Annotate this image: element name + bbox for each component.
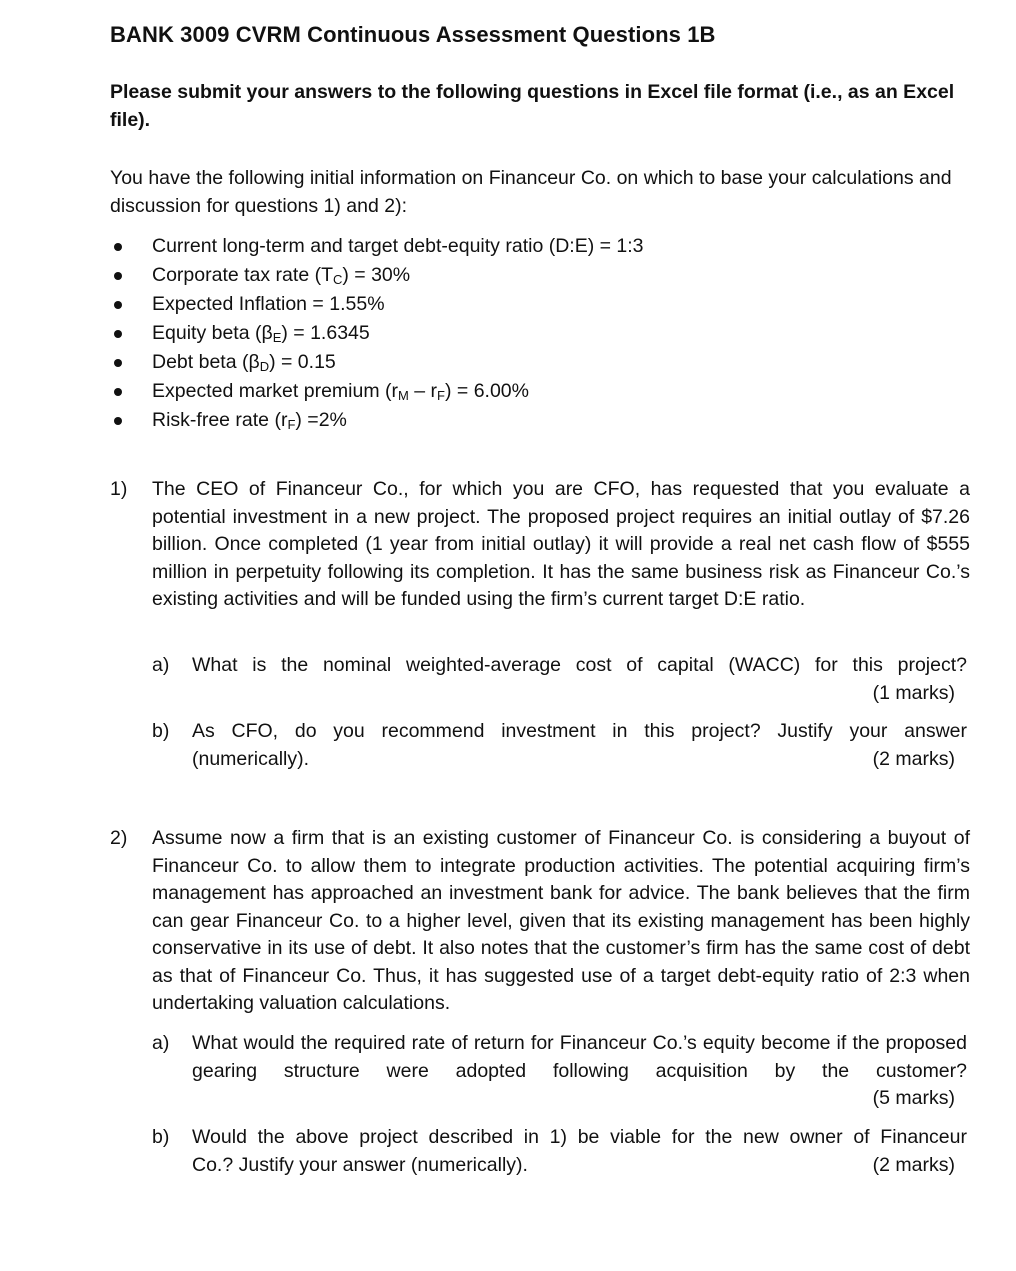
subscript: D — [259, 359, 270, 374]
question-2 — [110, 825, 970, 1018]
bullet-icon — [114, 330, 122, 338]
intro-paragraph: You have the following initial information on Financeur Co. on which to base your calculations and discussion for questions 1) and 2): — [110, 167, 952, 217]
list-item — [110, 348, 970, 377]
part-letter: a) — [152, 1032, 170, 1054]
bullet-icon — [114, 272, 122, 280]
bullet-text: ) = 30% — [342, 264, 411, 286]
bullet-text: Current long-term and target debt-equity ratio (D:E) = 1:3 — [152, 235, 644, 257]
bullet-text: ) = 1.6345 — [281, 322, 370, 344]
part-text: As CFO, do you recommend investment in this project? Justify your answer — [192, 720, 967, 742]
bullet-text: ) =2% — [295, 409, 347, 431]
marks-label: (2 marks) — [872, 1153, 955, 1176]
bullet-text: Expected Inflation = 1.55% — [152, 293, 385, 315]
list-item — [110, 261, 970, 290]
question-2b — [152, 1124, 967, 1179]
bullet-text: Expected market premium (r — [152, 380, 398, 402]
part-letter: b) — [152, 1126, 170, 1148]
subscript: C — [332, 272, 343, 287]
subscript: F — [287, 417, 296, 432]
question-text: The CEO of Financeur Co., for which you are CFO, has requested that you evaluate a potential investment in a new project. The proposed project requires an initial outlay of $7.26 billion. Once completed (1 year from initial outlay) it will provide a real net cash flow of $555 million in perpetuity following its completion. It has the same business risk as Financeur Co.’s existing activities and will be funded using the firm’s current target D:E ratio. — [152, 478, 970, 610]
subscript: E — [272, 330, 282, 345]
submission-instruction: Please submit your answers to the following questions in Excel file format (i.e., as an Excel file). — [110, 81, 955, 131]
question-1b — [152, 718, 967, 773]
part-letter: b) — [152, 720, 170, 742]
part-text: What is the nominal weighted-average cost of capital (WACC) for this project? — [192, 654, 967, 676]
marks-label: (1 marks) — [872, 681, 955, 704]
marks-label: (5 marks) — [872, 1087, 955, 1109]
question-1a — [152, 652, 967, 707]
question-1 — [110, 476, 970, 614]
marks-label: (2 marks) — [872, 747, 955, 770]
bullet-icon — [114, 243, 122, 251]
question-number: 1) — [110, 478, 128, 500]
bullet-text: Debt beta (β — [152, 351, 260, 373]
subscript: F — [437, 388, 445, 403]
list-item — [110, 232, 970, 261]
bullet-text: ) = 6.00% — [444, 380, 529, 402]
subscript: M — [398, 388, 409, 403]
list-item — [110, 319, 970, 348]
part-text-continued: (numerically). — [192, 747, 310, 770]
question-2a — [152, 1030, 967, 1113]
part-text: What would the required rate of return for Financeur Co.’s equity become if the proposed gearing structure were adopted following acquisition by the customer? — [192, 1032, 967, 1082]
bullet-text: ) = 0.15 — [269, 351, 336, 373]
bullet-text: Corporate tax rate (T — [152, 264, 333, 286]
bullet-icon — [114, 301, 122, 309]
part-text: Would the above project described in 1) be viable for the new owner of Financeur — [192, 1126, 967, 1148]
bullet-icon — [114, 417, 122, 425]
given-information-list — [110, 232, 970, 435]
list-item — [110, 377, 970, 406]
list-item — [110, 406, 970, 435]
question-number: 2) — [110, 827, 128, 849]
page-title: BANK 3009 CVRM Continuous Assessment Questions 1B — [110, 22, 716, 47]
bullet-text: Equity beta (β — [152, 322, 273, 344]
part-text-continued: Co.? Justify your answer (numerically). — [192, 1153, 528, 1176]
bullet-icon — [114, 388, 122, 396]
question-text: Assume now a firm that is an existing customer of Financeur Co. is considering a buyout of Financeur Co. to allow them to integrate production activities. The potential acquiring firm’s management has approached an investment bank for advice. The bank believes that the firm can gear Financeur Co. to a higher level, given that its existing management has been highly conservative in its use of debt. It also notes that the customer’s firm has the same cost of debt as that of Financeur Co. Thus, it has suggested use of a target debt-equity ratio of 2:3 when undertaking valuation calculations. — [152, 827, 970, 1014]
bullet-icon — [114, 359, 122, 367]
bullet-text: Risk-free rate (r — [152, 409, 288, 431]
list-item — [110, 290, 970, 319]
bullet-text: – r — [408, 380, 438, 402]
part-letter: a) — [152, 654, 170, 676]
